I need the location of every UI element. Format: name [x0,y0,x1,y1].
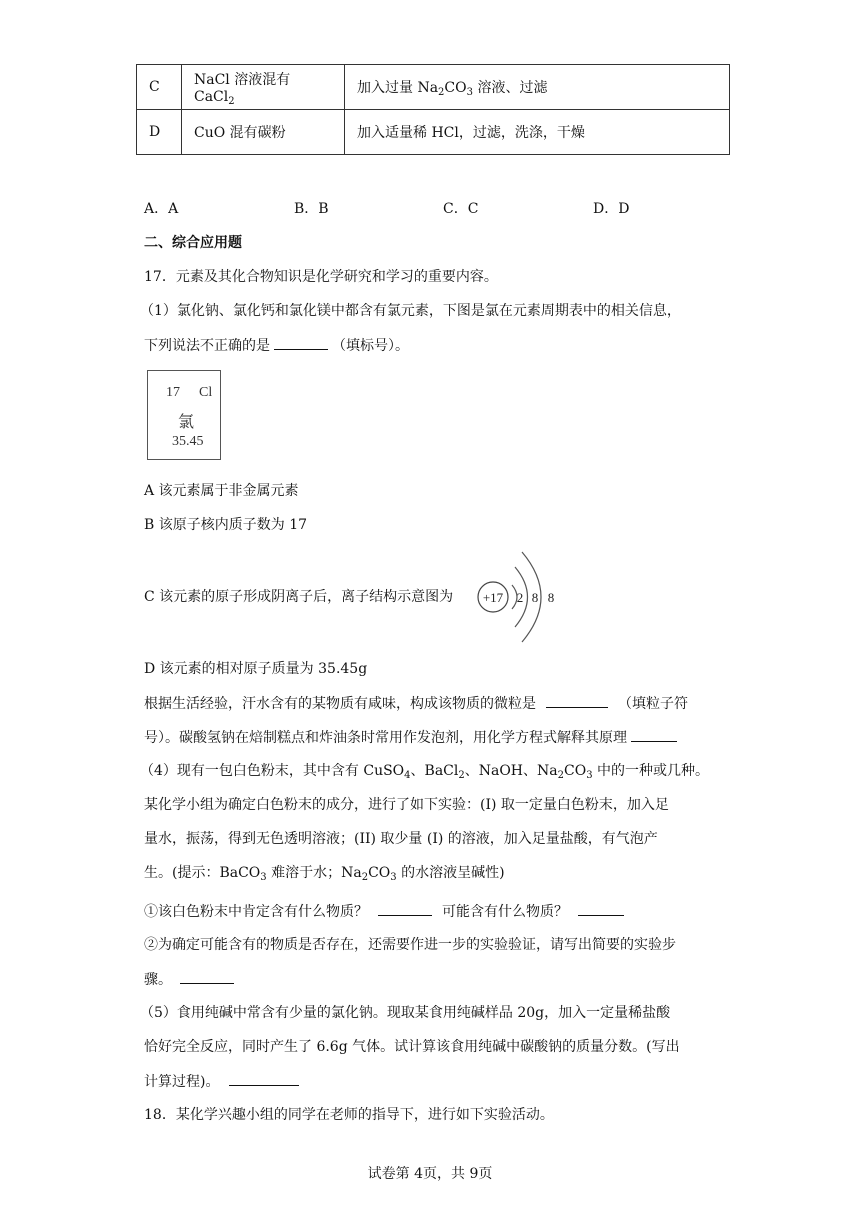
q17-option-c: C 该元素的原子形成阴离子后，离子结构示意图为 [144,589,454,605]
atomic-mass: 35.45 [172,434,204,449]
page-footer: 试卷第 4页，共 9页 [367,1166,493,1182]
answer-blank[interactable] [378,901,432,916]
answer-blank[interactable] [546,693,608,708]
table-cell-mixture: NaCl 溶液混有 CaCl$_2$ [182,65,345,110]
q17-part4-line2: 某化学小组为确定白色粉末的成分，进行了如下实验：(I) 取一定量白色粉末，加入足 [144,797,669,813]
options-table [136,64,730,155]
q17-part1-line1: （1）氯化钠、氯化钙和氯化镁中都含有氯元素，下图是氯在元素周期表中的相关信息， [140,303,681,319]
periodic-element-card [147,370,221,460]
answer-blank[interactable] [274,335,328,350]
q17-part4-q2-line2: 骤。 [144,969,238,990]
answer-blank[interactable] [229,1071,299,1086]
q17-part4-line4: 生。(提示：BaCO$_3$ 难溶于水；$Na_2CO_3$ 的水溶液呈碱性) [144,865,505,883]
answer-blank[interactable] [578,901,624,916]
element-name: 氯 [178,414,195,431]
nucleus-charge: +17 [482,590,504,605]
q17-part4-q1: ①该白色粉末中肯定含有什么物质？ 可能含有什么物质？ [144,901,628,922]
answer-blank[interactable] [631,727,677,742]
shell-electrons-1: 2 [516,590,524,605]
table-row [137,65,730,110]
q17-part4-q2-line1: ②为确定可能含有的物质是否存在，还需要作进一步的实验验证，请写出简要的实验步 [144,937,676,953]
section-title: 二、综合应用题 [144,235,242,251]
table-cell-label: D [137,110,182,155]
table-cell-method: 加入适量稀 HCl，过滤，洗涤，干燥 [345,110,730,155]
table-cell-method: 加入过量 $Na_2CO_3$ 溶液、过滤 [345,65,730,110]
q17-part5-line3: 计算过程)。 [144,1071,303,1092]
choice-a: A．A [144,201,179,217]
q17-option-b: B 该原子核内质子数为 17 [144,517,308,533]
shell-electrons-3: 8 [547,590,555,605]
q17-option-d: D 该元素的相对原子质量为 35.45g [144,661,368,677]
q18-stem: 18．某化学兴趣小组的同学在老师的指导下，进行如下实验活动。 [144,1107,554,1123]
shell-electrons-2: 8 [531,590,539,605]
table-cell-mixture: CuO 混有碳粉 [182,110,345,155]
ion-structure-diagram [474,544,560,650]
q17-part1-line2: 下列说法不正确的是 （填标号）。 [144,335,409,356]
q17-part5-line2: 恰好完全反应，同时产生了 6.6g 气体。试计算该食用纯碱中碳酸钠的质量分数。(写出 [144,1039,680,1055]
choice-d: D．D [593,201,630,217]
q17-option-a: A 该元素属于非金属元素 [144,483,299,499]
table-row [137,110,730,155]
choice-c: C．C [443,201,479,217]
choice-b: B．B [294,201,329,217]
q17-part2-line2: 号）。碳酸氢钠在焙制糕点和炸油条时常用作发泡剂，用化学方程式解释其原理 [144,727,681,748]
q17-part4-line1: （4）现有一包白色粉末，其中含有 CuSO$_4$、BaCl$_2$、NaOH、$Na_2CO_3$ 中的一种或几种。 [140,763,710,781]
q17-part4-line3: 量水，振荡，得到无色透明溶液；(II) 取少量 (I) 的溶液，加入足量盐酸，有气泡产 [144,831,658,847]
element-symbol: Cl [199,385,213,400]
table-cell-label: C [137,65,182,110]
atomic-number: 17 [166,385,180,400]
answer-blank[interactable] [180,969,234,984]
q17-part2-line1: 根据生活经验，汗水含有的某物质有咸味，构成该物质的微粒是 （填粒子符 [144,693,688,714]
q17-stem: 17．元素及其化合物知识是化学研究和学习的重要内容。 [144,269,498,285]
q17-part5-line1: （5）食用纯碱中常含有少量的氯化钠。现取某食用纯碱样品 20g，加入一定量稀盐酸 [140,1005,671,1021]
